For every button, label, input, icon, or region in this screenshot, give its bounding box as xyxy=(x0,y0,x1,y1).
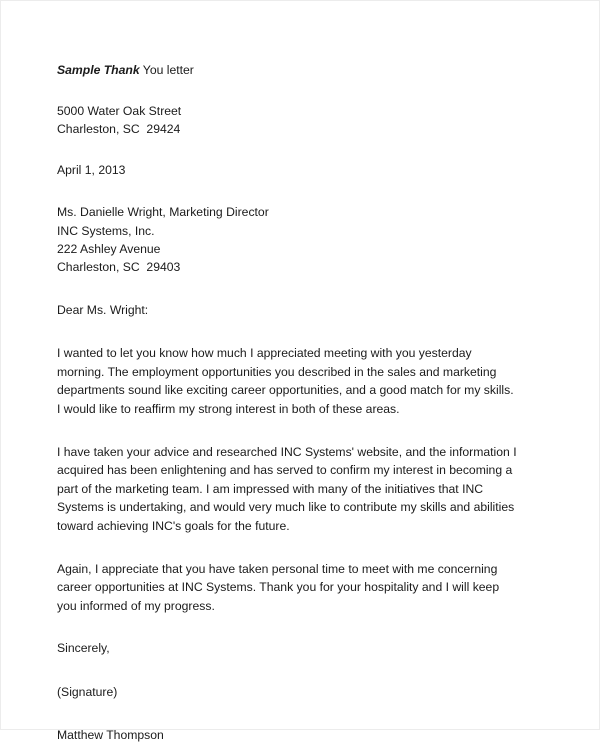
sender-name-text: Matthew Thompson xyxy=(57,728,164,743)
salutation-text: Dear Ms. Wright: xyxy=(57,302,149,317)
valediction xyxy=(57,639,519,657)
document-title-rest: You letter xyxy=(139,63,194,77)
body-paragraph-2: I have taken your advice and researched INC Systems' website, and the information I acquired has been enlightening and has served to confirm my interest in becoming a part of the marketing team. I am impressed with many of the initiatives that INC Systems is undertaking, and would very much like to contribute my skills and abilities toward achieving INC's goals for the future. xyxy=(57,444,517,533)
recipient-address-block xyxy=(57,203,519,277)
signature-placeholder xyxy=(57,683,519,701)
valediction-text: Sincerely, xyxy=(57,641,110,656)
sender-address-line-1: 5000 Water Oak Street xyxy=(57,104,182,118)
sender-name xyxy=(57,726,519,744)
signature-placeholder-text: (Signature) xyxy=(57,684,118,699)
recipient-line-4: Charleston, SC 29403 xyxy=(57,260,181,275)
recipient-line-3: 222 Ashley Avenue xyxy=(57,242,161,257)
sender-address-line-2: Charleston, SC 29424 xyxy=(57,122,181,137)
letter-date-text: April 1, 2013 xyxy=(57,162,126,177)
letter-body xyxy=(57,61,519,745)
sender-address-block xyxy=(57,102,519,139)
recipient-line-2: INC Systems, Inc. xyxy=(57,223,155,238)
salutation xyxy=(57,301,519,319)
document-title-emphasis: Sample Thank xyxy=(57,63,140,77)
document-title xyxy=(57,61,519,79)
letter-date xyxy=(57,161,519,179)
body-paragraph-3: Again, I appreciate that you have taken personal time to meet with me concerning career opportunities at INC Systems. Thank you for your hospitality and I will keep you informed of my progress. xyxy=(57,561,500,613)
body-paragraph-1: I wanted to let you know how much I appreciated meeting with you yesterday morning. The employment opportunities you described in the sales and marketing departments sound like exciting career opportunities, and a good match for my skills. I would like to reaffirm my strong interest in both of these areas. xyxy=(57,346,514,417)
recipient-line-1: Ms. Danielle Wright, Marketing Director xyxy=(57,205,269,220)
